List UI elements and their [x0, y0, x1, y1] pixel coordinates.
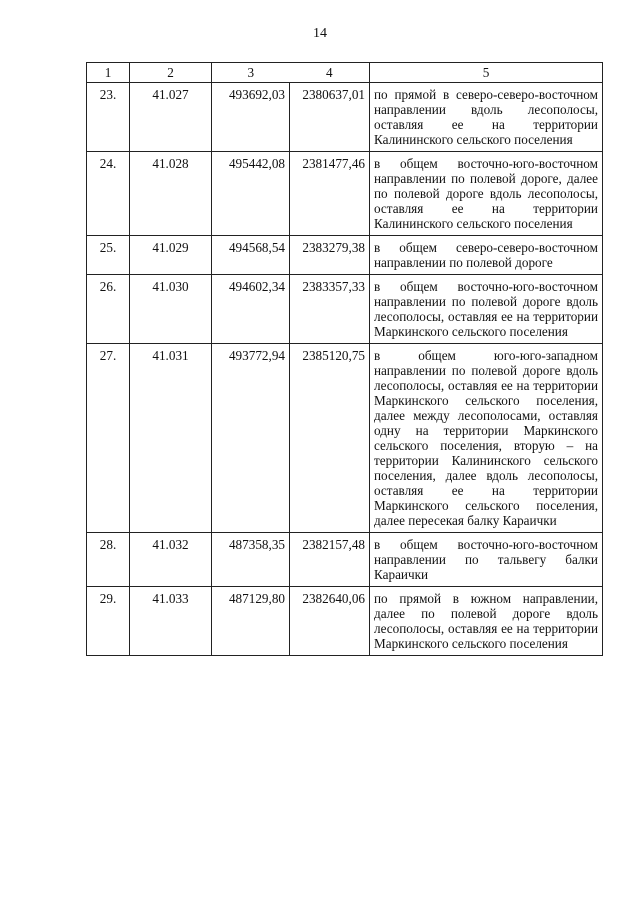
row-number: 25. — [87, 236, 130, 275]
boundary-table — [86, 62, 603, 656]
coordinate-y: 2382640,06 — [290, 587, 370, 656]
coordinate-x: 494568,54 — [212, 236, 290, 275]
table-row — [87, 152, 603, 236]
coordinate-y: 2383279,38 — [290, 236, 370, 275]
coordinate-y: 2380637,01 — [290, 83, 370, 152]
header-col-3: 3 — [212, 63, 290, 83]
row-number: 24. — [87, 152, 130, 236]
row-number: 29. — [87, 587, 130, 656]
table-row — [87, 533, 603, 587]
coordinate-y: 2383357,33 — [290, 275, 370, 344]
header-col-1: 1 — [87, 63, 130, 83]
table-row — [87, 344, 603, 533]
table-row — [87, 83, 603, 152]
row-number: 23. — [87, 83, 130, 152]
coordinate-x: 487358,35 — [212, 533, 290, 587]
table-row — [87, 587, 603, 656]
boundary-description: в общем юго-юго-западном направлении по полевой дороге вдоль лесополосы, оставляя ее на территории Маркинского сельского поселения, далее между лесополосами, оставляя одну на территории Маркинского сельского поселения, вторую – на территории Калининского сельского поселения, далее вдоль лесополосы, оставляя ее на территории Маркинского сельского поселения, далее пересекая балку Караички — [370, 344, 603, 533]
coordinate-y: 2385120,75 — [290, 344, 370, 533]
coordinate-x: 494602,34 — [212, 275, 290, 344]
page-number: 14 — [313, 26, 327, 41]
coordinate-x: 493772,94 — [212, 344, 290, 533]
coordinate-y: 2381477,46 — [290, 152, 370, 236]
point-code: 41.033 — [130, 587, 212, 656]
header-col-2: 2 — [130, 63, 212, 83]
boundary-description: в общем восточно-юго-восточном направлении по полевой дороге, далее по полевой дороге вдоль лесополосы, оставляя ее на территории Калининского сельского поселения — [370, 152, 603, 236]
boundary-description: в общем северо-северо-восточном направлении по полевой дороге — [370, 236, 603, 275]
boundary-description: по прямой в южном направлении, далее по полевой дороге вдоль лесополосы, оставляя ее на территории Маркинского сельского поселения — [370, 587, 603, 656]
table-row — [87, 236, 603, 275]
coordinate-x: 487129,80 — [212, 587, 290, 656]
header-col-5: 5 — [370, 63, 603, 83]
boundary-description: в общем восточно-юго-восточном направлении по тальвегу балки Караички — [370, 533, 603, 587]
point-code: 41.028 — [130, 152, 212, 236]
coordinate-y: 2382157,48 — [290, 533, 370, 587]
point-code: 41.030 — [130, 275, 212, 344]
row-number: 26. — [87, 275, 130, 344]
row-number: 28. — [87, 533, 130, 587]
table-header-row — [87, 63, 603, 83]
row-number: 27. — [87, 344, 130, 533]
point-code: 41.029 — [130, 236, 212, 275]
coordinate-x: 495442,08 — [212, 152, 290, 236]
point-code: 41.032 — [130, 533, 212, 587]
point-code: 41.031 — [130, 344, 212, 533]
coordinate-x: 493692,03 — [212, 83, 290, 152]
boundary-description: по прямой в северо-северо-восточном направлении вдоль лесополосы, оставляя ее на территории Калининского сельского поселения — [370, 83, 603, 152]
table-row — [87, 275, 603, 344]
boundary-description: в общем восточно-юго-восточном направлении по полевой дороге вдоль лесополосы, оставляя ее на территории Маркинского сельского поселения — [370, 275, 603, 344]
header-col-4: 4 — [290, 63, 370, 83]
point-code: 41.027 — [130, 83, 212, 152]
